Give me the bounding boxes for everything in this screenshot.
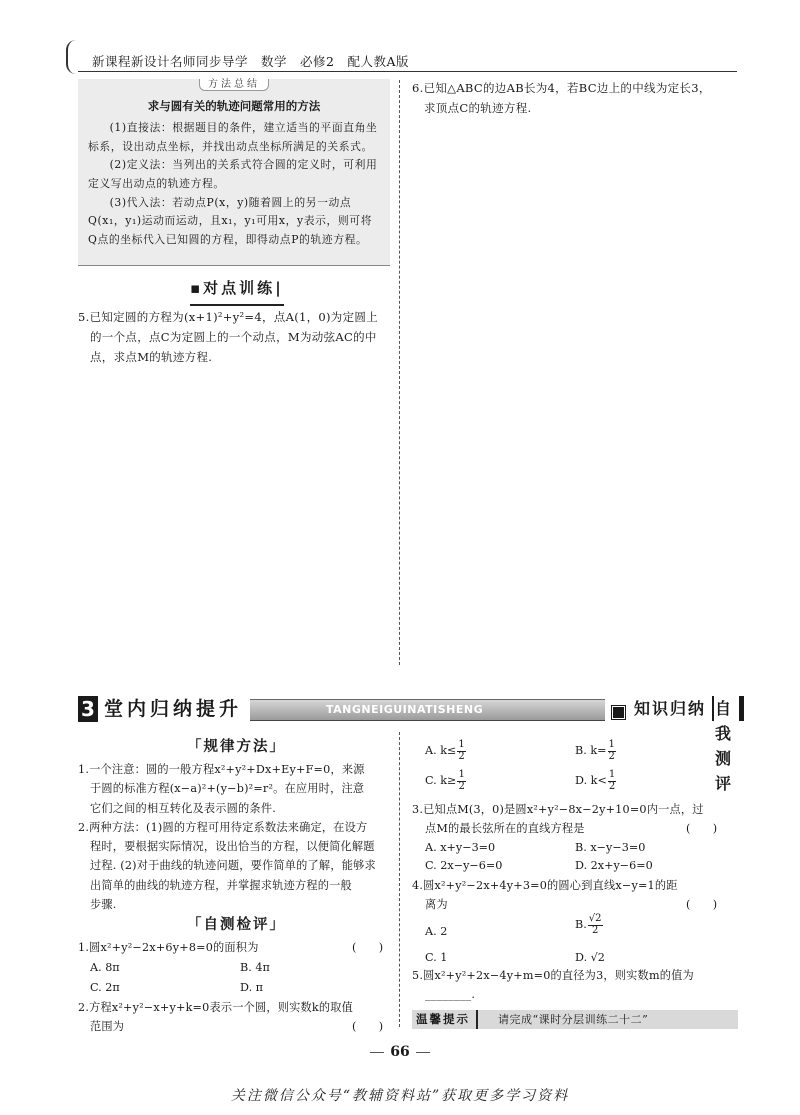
fraction: [457, 740, 465, 762]
column-divider: [399, 732, 400, 1027]
selftest-question-4-line: 离为: [425, 898, 448, 911]
fraction: [588, 914, 603, 936]
answer-paren: ( ): [686, 898, 718, 911]
fraction: [608, 770, 616, 792]
question-line: 6.已知△ABC的边AB长为4，若BC边上的中线为定长3，: [412, 81, 711, 95]
option-c: C. 1: [425, 951, 448, 964]
section-pinyin: TANGNEIGUINATISHENG: [326, 703, 484, 716]
option-a: A. x+y−3=0: [425, 841, 496, 854]
method-item: (2)定义法：当列出的关系式符合圆的定义时，可利用定义写出动点的轨迹方程。: [88, 158, 378, 191]
option-a: A. 2: [425, 925, 448, 938]
rules-line: 1.一个注意：圆的一般方程x²+y²+Dx+Ey+F=0，来源: [78, 763, 365, 776]
option-c: C. 2π: [90, 981, 120, 994]
option-c: C. 2x−y−6=0: [425, 859, 503, 872]
fraction-numerator: 1: [608, 739, 615, 750]
option-c-label: C. k≥: [425, 774, 457, 787]
option-b: [575, 914, 603, 936]
rules-line: 出简单的曲线的轨迹方程，并掌握求轨迹方程的一般: [90, 878, 352, 892]
answer-paren: ( ): [352, 941, 384, 954]
option-b: B. x−y−3=0: [575, 841, 646, 854]
rules-line: 程时，要根据实际情况，设出恰当的方程，以便简化解题: [90, 840, 375, 854]
header-rule: [78, 71, 737, 72]
rules-body: [78, 760, 393, 914]
reminder-label: 温馨提示: [416, 1010, 478, 1029]
rules-heading: 「规律方法」: [187, 739, 286, 755]
option-b-label: B.: [575, 918, 587, 931]
fraction-numerator: 1: [608, 769, 616, 780]
method-item: (3)代入法：若动点P(x，y)随着圆上的另一动点Q(x₁，y₁)运动而运动，且x₁，y₁可用x，y表示，则可将Q点的坐标代入已知圆的方程，即得动点P的轨迹方程。: [88, 195, 373, 247]
selftest-question-3-line: 点M的最长弦所在的直线方程是: [425, 822, 585, 835]
reminder-box: [412, 1010, 738, 1029]
question-line: 求顶点C的轨迹方程.: [424, 100, 532, 115]
method-summary-title: 求与圆有关的轨迹问题常用的方法: [147, 99, 321, 113]
fraction-numerator: 1: [458, 769, 465, 780]
selftest-question-2-line: 范围为: [90, 1020, 125, 1033]
answer-paren: ( ): [686, 822, 718, 835]
answer-paren: ( ): [352, 1020, 384, 1033]
option-d: D. π: [240, 981, 264, 994]
selftest-question-2-line: 2.方程x²+y²−x+y+k=0表示一个圆，则实数k的取值: [78, 1001, 354, 1014]
fraction-denominator: 2: [608, 750, 615, 762]
option-a-label: A. k≤: [425, 744, 457, 757]
practice-tag-label: 对点训练: [203, 279, 276, 297]
rules-line: 于圆的标准方程(x−a)²+(y−b)²=r²。在应用时，注意: [90, 782, 365, 796]
rules-line: 2.两种方法：(1)圆的方程可用待定系数法来确定，在设方: [78, 820, 368, 834]
question-line: 5.已知定圆的方程为(x+1)²+y²=4，点A(1，0)为定圆上: [78, 310, 378, 324]
option-d: D. 2x+y−6=0: [575, 859, 653, 872]
method-summary-tag: [78, 76, 390, 93]
section-number: 3: [78, 696, 98, 722]
tab-knowledge-summary: 知识归纳: [634, 696, 714, 721]
section-title: 堂内归纳提升: [104, 698, 243, 720]
fraction-denominator: 2: [591, 924, 599, 936]
rules-line: 它们之间的相互转化及表示圆的条件.: [90, 801, 276, 815]
fraction-denominator: 2: [458, 750, 465, 762]
option-a: [425, 740, 466, 762]
fraction: [608, 740, 616, 762]
selftest-heading: 「自测检评」: [187, 917, 286, 933]
question-line: 的一个点，点C为定圆上的一个动点，M为动弦AC的中: [90, 329, 377, 344]
tab-self-assessment: 自我测评: [715, 696, 744, 721]
footer-watermark-note: 关注微信公众号“教辅资料站”获取更多学习资料: [230, 1088, 570, 1104]
selftest-question-5-line: 5.圆x²+y²+2x−4y+m=0的直径为3，则实数m的值为: [412, 969, 694, 982]
book-header-title: 新课程新设计名师同步导学 数学 必修2 配人教A版: [92, 54, 409, 69]
fraction-numerator: 1: [458, 739, 465, 750]
option-b-label: B. k=: [575, 744, 607, 757]
answer-blank: ________.: [425, 988, 476, 1001]
option-d: D. √2: [575, 951, 605, 964]
option-c: [425, 770, 466, 792]
page-number: [360, 1040, 440, 1064]
method-item: (1)直接法：根据题目的条件，建立适当的平面直角坐标系，设出动点坐标，并找出动点坐标所满足的关系式。: [88, 121, 378, 153]
fraction-numerator: √2: [588, 913, 602, 924]
square-icon: [612, 706, 625, 719]
selftest-question-1-stem: 1.圆x²+y²−2x+6y+8=0的面积为: [78, 941, 259, 954]
fraction: [457, 770, 465, 792]
option-d-label: D. k<: [575, 774, 607, 787]
header-brace-decoration: [66, 40, 78, 74]
method-summary-tag-label: 方法总结: [199, 79, 269, 91]
rules-line: 过程. (2)对于曲线的轨迹问题，要作简单的了解，能够求: [90, 859, 376, 873]
practice-question-5: [78, 308, 378, 367]
practice-question-6: [412, 79, 711, 119]
option-b: [575, 740, 616, 762]
reminder-text: 请完成“课时分层训练二十二”: [498, 1013, 649, 1026]
page-number-value: 66: [390, 1044, 410, 1060]
option-b: B. 4π: [240, 961, 270, 974]
selftest-question-4-line: 4.圆x²+y²−2x+4y+3=0的圆心到直线x−y=1的距: [412, 879, 678, 892]
selftest-question-3-line: 3.已知点M(3，0)是圆x²+y²−8x−2y+10=0内一点，过: [412, 803, 704, 816]
option-d: [575, 770, 616, 792]
question-line: 点，求点M的轨迹方程.: [90, 349, 213, 364]
option-a: A. 8π: [90, 961, 120, 974]
column-divider: [399, 80, 400, 665]
fraction-denominator: 2: [458, 780, 465, 792]
practice-section-tag: ▪对点训练|: [190, 276, 284, 306]
method-summary-body: [88, 119, 380, 250]
fraction-denominator: 2: [608, 780, 616, 792]
method-summary-box: [78, 79, 390, 266]
rules-line: 步骤.: [90, 897, 117, 911]
